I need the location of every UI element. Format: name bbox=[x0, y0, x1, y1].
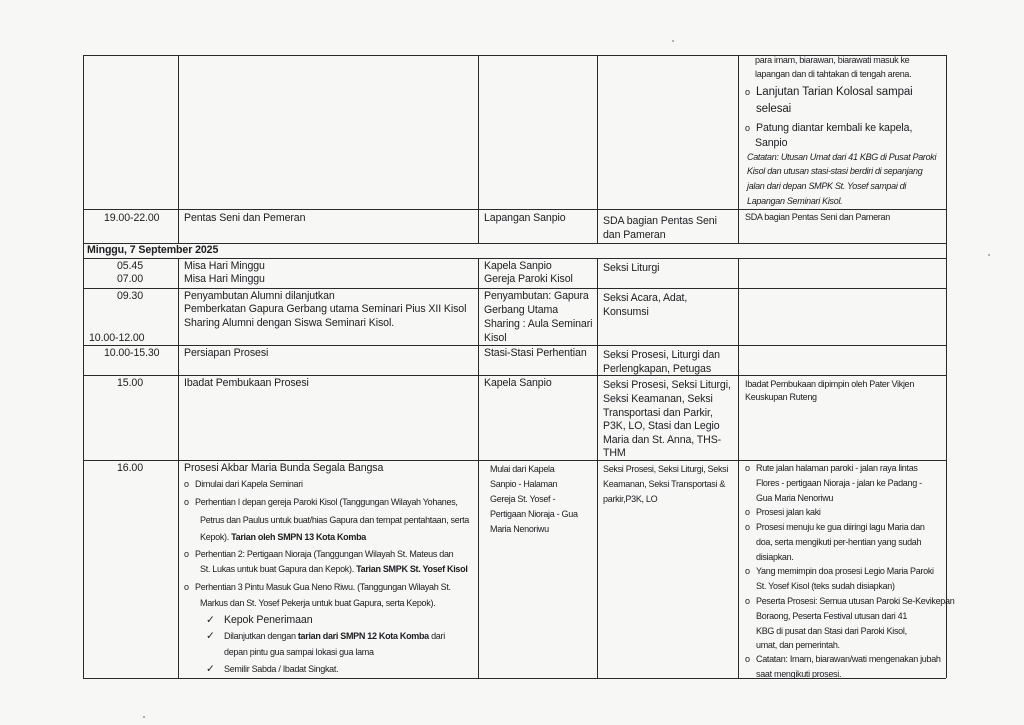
pic-cell: Seksi Prosesi, Seksi Liturgi, Seksi bbox=[603, 464, 729, 474]
note-cell: SDA bagian Pentas Seni dan Pameran bbox=[745, 212, 890, 222]
table-border-right bbox=[946, 55, 947, 678]
bullet-text: Dimulai dari Kapela Seminari bbox=[195, 479, 303, 489]
bullet-text: Lanjutan Tarian Kolosal sampai bbox=[756, 86, 913, 98]
place-cell: Lapangan Sanpio bbox=[484, 212, 566, 224]
time-cell: 19.00-22.00 bbox=[104, 212, 160, 224]
pic-cell: Seksi Keamanan, Seksi bbox=[603, 393, 713, 405]
activity-cell: Pemberkatan Gapura Gerbang utama Seminari Pius XII Kisol bbox=[184, 303, 467, 315]
bullet-marker: o bbox=[745, 654, 750, 664]
bullet-item bbox=[184, 495, 458, 510]
check-text: Semilir Sabda / Ibadat Singkat. bbox=[224, 664, 339, 674]
bullet-item bbox=[184, 477, 303, 492]
bullet-text: Perhentian 2: Pertigaan Nioraja (Tanggungan Wilayah St. Mateus dan bbox=[195, 549, 454, 559]
dance-highlight: Tarian oleh SMPN 13 Kota Komba bbox=[231, 532, 366, 542]
scan-speck bbox=[988, 254, 990, 256]
pic-cell: Seksi Prosesi, Seksi Liturgi, bbox=[603, 379, 731, 391]
check-icon: ✓ bbox=[206, 630, 215, 642]
place-cell: Stasi-Stasi Perhentian bbox=[484, 347, 587, 359]
place-cell: Kisol bbox=[484, 332, 507, 344]
bullet-text: Peserta Prosesi: Semua utusan Paroki Se-Kevikepan bbox=[756, 596, 955, 606]
place-cell: Kapela Sanpio bbox=[484, 260, 552, 272]
bullet-item bbox=[745, 505, 821, 520]
bullet-text: Prosesi menuju ke gua diiringi lagu Maria dan bbox=[756, 522, 925, 532]
place-cell: Gereja Paroki Kisol bbox=[484, 273, 573, 285]
bullet-item bbox=[745, 594, 954, 609]
pic-cell: SDA bagian Pentas Seni bbox=[603, 215, 717, 227]
bullet-marker: o bbox=[745, 566, 750, 576]
bullet-marker: o bbox=[745, 87, 750, 97]
bullet-marker: o bbox=[745, 596, 750, 606]
bullet-text: Boraong, Peserta Festival utusan dari 41 bbox=[756, 611, 908, 621]
day-header: Minggu, 7 September 2025 bbox=[87, 244, 219, 256]
time-cell: 05.45 bbox=[117, 260, 144, 272]
bullet-marker: o bbox=[184, 582, 189, 592]
check-text: Kepok Penerimaan bbox=[224, 614, 313, 626]
place-cell: Sanpio - Halaman bbox=[490, 479, 558, 489]
pic-cell: Seksi Liturgi bbox=[603, 262, 660, 274]
pic-cell: Maria dan St. Anna, THS- bbox=[603, 434, 722, 446]
activity-cell: Pentas Seni dan Pemeran bbox=[184, 212, 306, 224]
note-cell: Ibadat Pembukaan dipimpin oleh Pater Vikjen bbox=[745, 379, 915, 389]
bullet-item bbox=[745, 520, 925, 535]
table-col-divider-3 bbox=[597, 55, 598, 678]
table-border-left bbox=[83, 55, 84, 678]
top-note-line: para imam, biarawan, biarawati masuk ke bbox=[755, 55, 910, 65]
top-note-line: jalan dari depan SMPK St. Yosef sampai di bbox=[747, 181, 907, 191]
bullet-item bbox=[745, 461, 918, 476]
bullet-text: Rute jalan halaman paroki - jalan raya lintas bbox=[756, 463, 918, 473]
row-divider bbox=[83, 258, 946, 259]
bullet-item bbox=[184, 580, 451, 595]
pic-cell: P3K, LO, Stasi dan Legio bbox=[603, 420, 720, 432]
place-cell: Sharing : Aula Seminari bbox=[484, 318, 593, 330]
note-cell: Keuskupan Ruteng bbox=[745, 392, 817, 402]
bullet-text: doa, serta mengikuti per-hentian yang sudah bbox=[756, 537, 922, 547]
bullet-text: saat mengikuti prosesi. bbox=[756, 669, 842, 679]
place-cell: Pertigaan Nioraja - Gua bbox=[490, 509, 578, 519]
bullet-marker: o bbox=[184, 549, 189, 559]
bullet-item bbox=[184, 547, 453, 562]
check-text: Dilanjutkan dengan bbox=[224, 631, 298, 641]
bullet-text: Patung diantar kembali ke kapela, bbox=[756, 122, 913, 134]
pic-cell: dan Pameran bbox=[603, 229, 666, 241]
activity-cell: Sharing Alumni dengan Siswa Seminari Kisol. bbox=[184, 317, 395, 329]
time-cell: 16.00 bbox=[117, 462, 144, 474]
check-item bbox=[206, 614, 313, 627]
bullet-text: Prosesi jalan kaki bbox=[756, 507, 821, 517]
row-divider bbox=[83, 345, 946, 346]
pic-cell: Perlengkapan, Petugas bbox=[603, 363, 712, 375]
bullet-item bbox=[745, 122, 912, 135]
time-cell: 07.00 bbox=[117, 273, 144, 285]
bullet-marker: o bbox=[745, 463, 750, 473]
check-text: dari bbox=[431, 631, 445, 641]
pic-cell: parkir,P3K, LO bbox=[603, 494, 658, 504]
top-note-line: Lapangan Seminari Kisol. bbox=[747, 196, 843, 206]
top-note-line: Kisol dan utusan stasi-stasi berdiri di sepanjang bbox=[747, 166, 923, 176]
bullet-marker: o bbox=[184, 497, 189, 507]
top-note-line: Sanpio bbox=[755, 137, 788, 149]
bullet-text bbox=[200, 562, 468, 577]
row-divider bbox=[83, 288, 946, 289]
bullet-marker: o bbox=[184, 479, 189, 489]
check-text: depan pintu gua sampai lokasi gua lama bbox=[224, 647, 374, 657]
bullet-text: St. Lukas untuk buat Gapura dan Kepok). bbox=[200, 564, 357, 574]
time-cell: 15.00 bbox=[117, 377, 144, 389]
bullet-item bbox=[745, 86, 913, 99]
check-icon: ✓ bbox=[206, 614, 215, 626]
check-item bbox=[206, 662, 338, 677]
bullet-text: disiapkan. bbox=[756, 552, 794, 562]
dance-highlight: tarian dari SMPN 12 Kota Komba bbox=[297, 631, 432, 641]
bullet-marker: o bbox=[745, 123, 750, 133]
place-cell: Penyambutan: Gapura bbox=[484, 290, 589, 302]
pic-cell: Keamanan, Seksi Transportasi & bbox=[603, 479, 726, 489]
bullet-text: St. Yosef Kisol (teks sudah disiapkan) bbox=[756, 581, 895, 591]
top-note-line: selesai bbox=[756, 103, 792, 115]
table-col-divider-1 bbox=[178, 55, 179, 678]
time-cell: 09.30 bbox=[117, 290, 144, 302]
bullet-text: KBG di pusat dan Stasi dari Paroki Kisol, bbox=[756, 626, 907, 636]
bullet-text: Markus dan St. Yosef Pekerja untuk buat Gapura, serta Kepok). bbox=[200, 598, 436, 608]
bullet-item bbox=[745, 652, 941, 667]
row-divider bbox=[83, 375, 946, 376]
scan-speck bbox=[672, 40, 674, 42]
activity-cell: Ibadat Pembukaan Prosesi bbox=[184, 377, 309, 389]
bullet-marker: o bbox=[745, 507, 750, 517]
time-cell: 10.00-12.00 bbox=[89, 332, 145, 344]
bullet-text: Kepok). bbox=[200, 532, 232, 542]
table-col-divider-2 bbox=[478, 55, 479, 678]
time-cell: 10.00-15.30 bbox=[104, 347, 160, 359]
place-cell: Mulai dari Kapela bbox=[490, 464, 555, 474]
bullet-text bbox=[200, 530, 366, 545]
pic-cell: THM bbox=[603, 447, 626, 459]
place-cell: Kapela Sanpio bbox=[484, 377, 552, 389]
bullet-item bbox=[745, 564, 934, 579]
top-note-line: lapangan dan di tahtakan di tengah arena. bbox=[755, 69, 912, 79]
scan-speck bbox=[143, 716, 145, 718]
bullet-text: umat, dan pemerintah. bbox=[756, 640, 840, 650]
top-note-line: Catatan: Utusan Umat dari 41 KBG di Pusat Paroki bbox=[747, 152, 937, 162]
activity-cell: Persiapan Prosesi bbox=[184, 347, 269, 359]
pic-cell: Transportasi dan Parkir, bbox=[603, 407, 713, 419]
place-cell: Gereja St. Yosef - bbox=[490, 494, 556, 504]
bullet-text: Catatan: Imam, biarawan/wati mengenakan jubah bbox=[756, 654, 941, 664]
bullet-text: Gua Maria Nenoriwu bbox=[756, 493, 834, 503]
bullet-text: Flores - pertigaan Nioraja - jalan ke Padang - bbox=[756, 478, 922, 488]
place-cell: Gerbang Utama bbox=[484, 304, 559, 316]
activity-cell: Penyambutan Alumni dilanjutkan bbox=[184, 290, 335, 302]
bullet-text: Yang memimpin doa prosesi Legio Maria Paroki bbox=[756, 566, 934, 576]
pic-cell: Konsumsi bbox=[603, 306, 649, 318]
table-col-divider-4 bbox=[738, 55, 739, 678]
bullet-text: Petrus dan Paulus untuk buat/hias Gapura dan tempat pentahtaan, serta bbox=[200, 515, 469, 525]
dance-highlight: Tarian SMPK St. Yosef Kisol bbox=[356, 564, 468, 574]
pic-cell: Seksi Prosesi, Liturgi dan bbox=[603, 349, 720, 361]
bullet-text: Perhentian I depan gereja Paroki Kisol (Tanggungan Wilayah Yohanes, bbox=[195, 497, 458, 507]
pic-cell: Seksi Acara, Adat, bbox=[603, 292, 688, 304]
check-item bbox=[206, 629, 445, 644]
bullet-marker: o bbox=[745, 522, 750, 532]
check-icon: ✓ bbox=[206, 663, 215, 675]
bullet-text: Perhentian 3 Pintu Masuk Gua Neno Riwu. (Tanggungan Wilayah St. bbox=[195, 582, 451, 592]
activity-cell: Misa Hari Minggu bbox=[184, 273, 265, 285]
place-cell: Maria Nenoriwu bbox=[490, 524, 549, 534]
activity-cell: Misa Hari Minggu bbox=[184, 260, 265, 272]
procession-title: Prosesi Akbar Maria Bunda Segala Bangsa bbox=[184, 462, 384, 474]
